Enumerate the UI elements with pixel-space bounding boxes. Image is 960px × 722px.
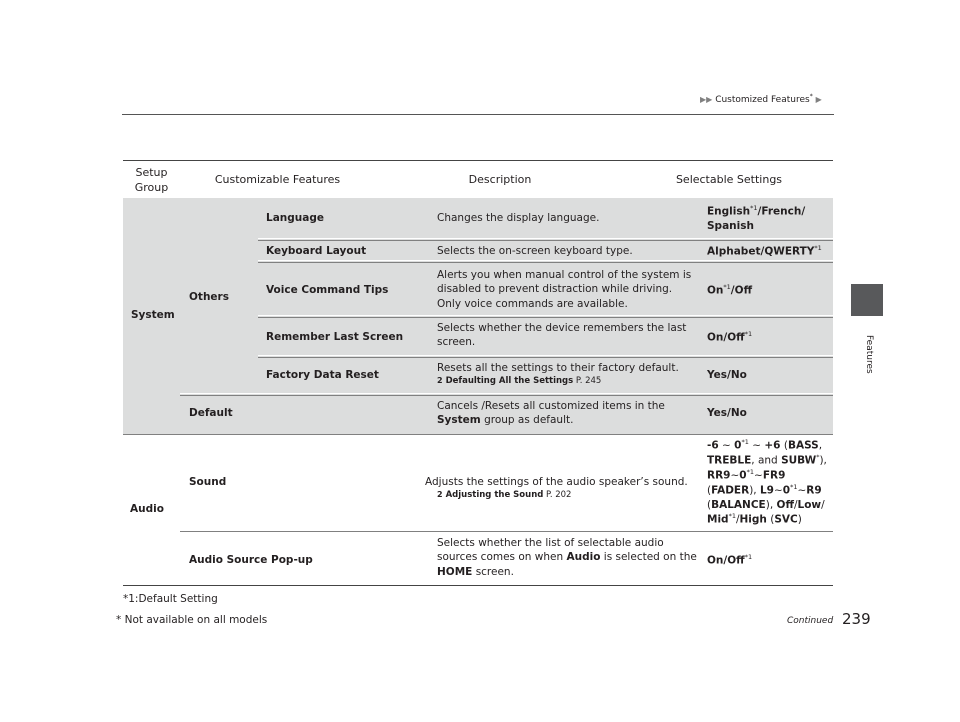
desc-remember: Selects whether the device remembers the last screen. — [437, 322, 687, 349]
feature-language: Language — [266, 212, 324, 224]
header-description: Description — [375, 161, 625, 200]
side-label: Features — [864, 335, 874, 374]
breadcrumb-asterisk: * — [809, 93, 813, 100]
settings-language: English$^{*1}$/French/ Spanish — [707, 204, 806, 232]
settings-voice: On$^{*1}$/Off — [707, 283, 753, 297]
feature-sound: Sound — [189, 476, 227, 488]
group-others: Others — [189, 291, 229, 303]
settings-sound: -6 ~ 0$^{*1}$ ~ +6 (BASS, TREBLE, and SUBW*), RR9~0$^{*1}$~FR9 (FADER), L9~0$^{*1}$~R9 (BALANCE), Off/Low/ Mid$^{*1}$/High (SVC) — [707, 438, 827, 526]
reference-link[interactable]: 2 Adjusting the Sound P. 202 — [437, 490, 572, 501]
footnote-default: *1:Default Setting — [123, 593, 218, 605]
settings-table — [123, 160, 833, 200]
header-settings: Selectable Settings — [625, 161, 833, 200]
desc-language: Changes the display language. — [437, 212, 600, 224]
feature-remember: Remember Last Screen — [266, 331, 404, 343]
reference-link[interactable]: 2 Defaulting All the Settings P. 245 — [437, 376, 602, 387]
group-audio: Audio — [130, 503, 164, 515]
desc-keyboard: Selects the on-screen keyboard type. — [437, 245, 633, 257]
feature-voice: Voice Command Tips — [266, 284, 389, 296]
settings-popup: On/Off$^{*1}$ — [707, 553, 753, 567]
arrow-icon: ▶ — [815, 95, 822, 104]
feature-keyboard: Keyboard Layout — [266, 245, 367, 257]
desc-popup: Selects whether the list of selectable audio sources comes on when Audio is selected on the HOME screen. — [437, 537, 697, 578]
continued-label: Continued — [787, 616, 834, 626]
settings-remember: On/Off$^{*1}$ — [707, 330, 753, 344]
feature-factory: Factory Data Reset — [266, 369, 379, 381]
feature-default: Default — [189, 407, 233, 419]
header-setup-group: Setup Group — [123, 161, 180, 200]
feature-popup: Audio Source Pop-up — [189, 554, 313, 566]
settings-keyboard: Alphabet/QWERTY$^{*1}$ — [707, 244, 822, 258]
settings-default: Yes/No — [707, 407, 747, 419]
breadcrumb — [700, 93, 822, 105]
breadcrumb-label: Customized Features — [715, 95, 810, 105]
reference-icon: 2 — [437, 376, 443, 386]
desc-factory: Resets all the settings to their factory default. 2 Defaulting All the Settings P. 245 — [437, 361, 817, 388]
desc-default: Cancels /Resets all customized items in the System group as default. — [437, 400, 665, 427]
page-number: 239 — [842, 610, 871, 628]
section-tab — [851, 284, 883, 316]
desc-sound: Adjusts the settings of the audio speaker’s sound. 2 Adjusting the Sound P. 202 — [425, 475, 701, 502]
footnote-models: * Not available on all models — [116, 614, 268, 626]
top-rule — [122, 114, 834, 115]
settings-factory: Yes/No — [707, 369, 747, 381]
header-features: Customizable Features — [180, 161, 375, 200]
arrow-icon: ▶▶ — [700, 95, 713, 104]
group-system: System — [131, 309, 175, 321]
desc-voice: Alerts you when manual control of the system is disabled to prevent distraction while driving. Only voice commands are available. — [437, 269, 692, 310]
reference-icon: 2 — [437, 490, 443, 500]
